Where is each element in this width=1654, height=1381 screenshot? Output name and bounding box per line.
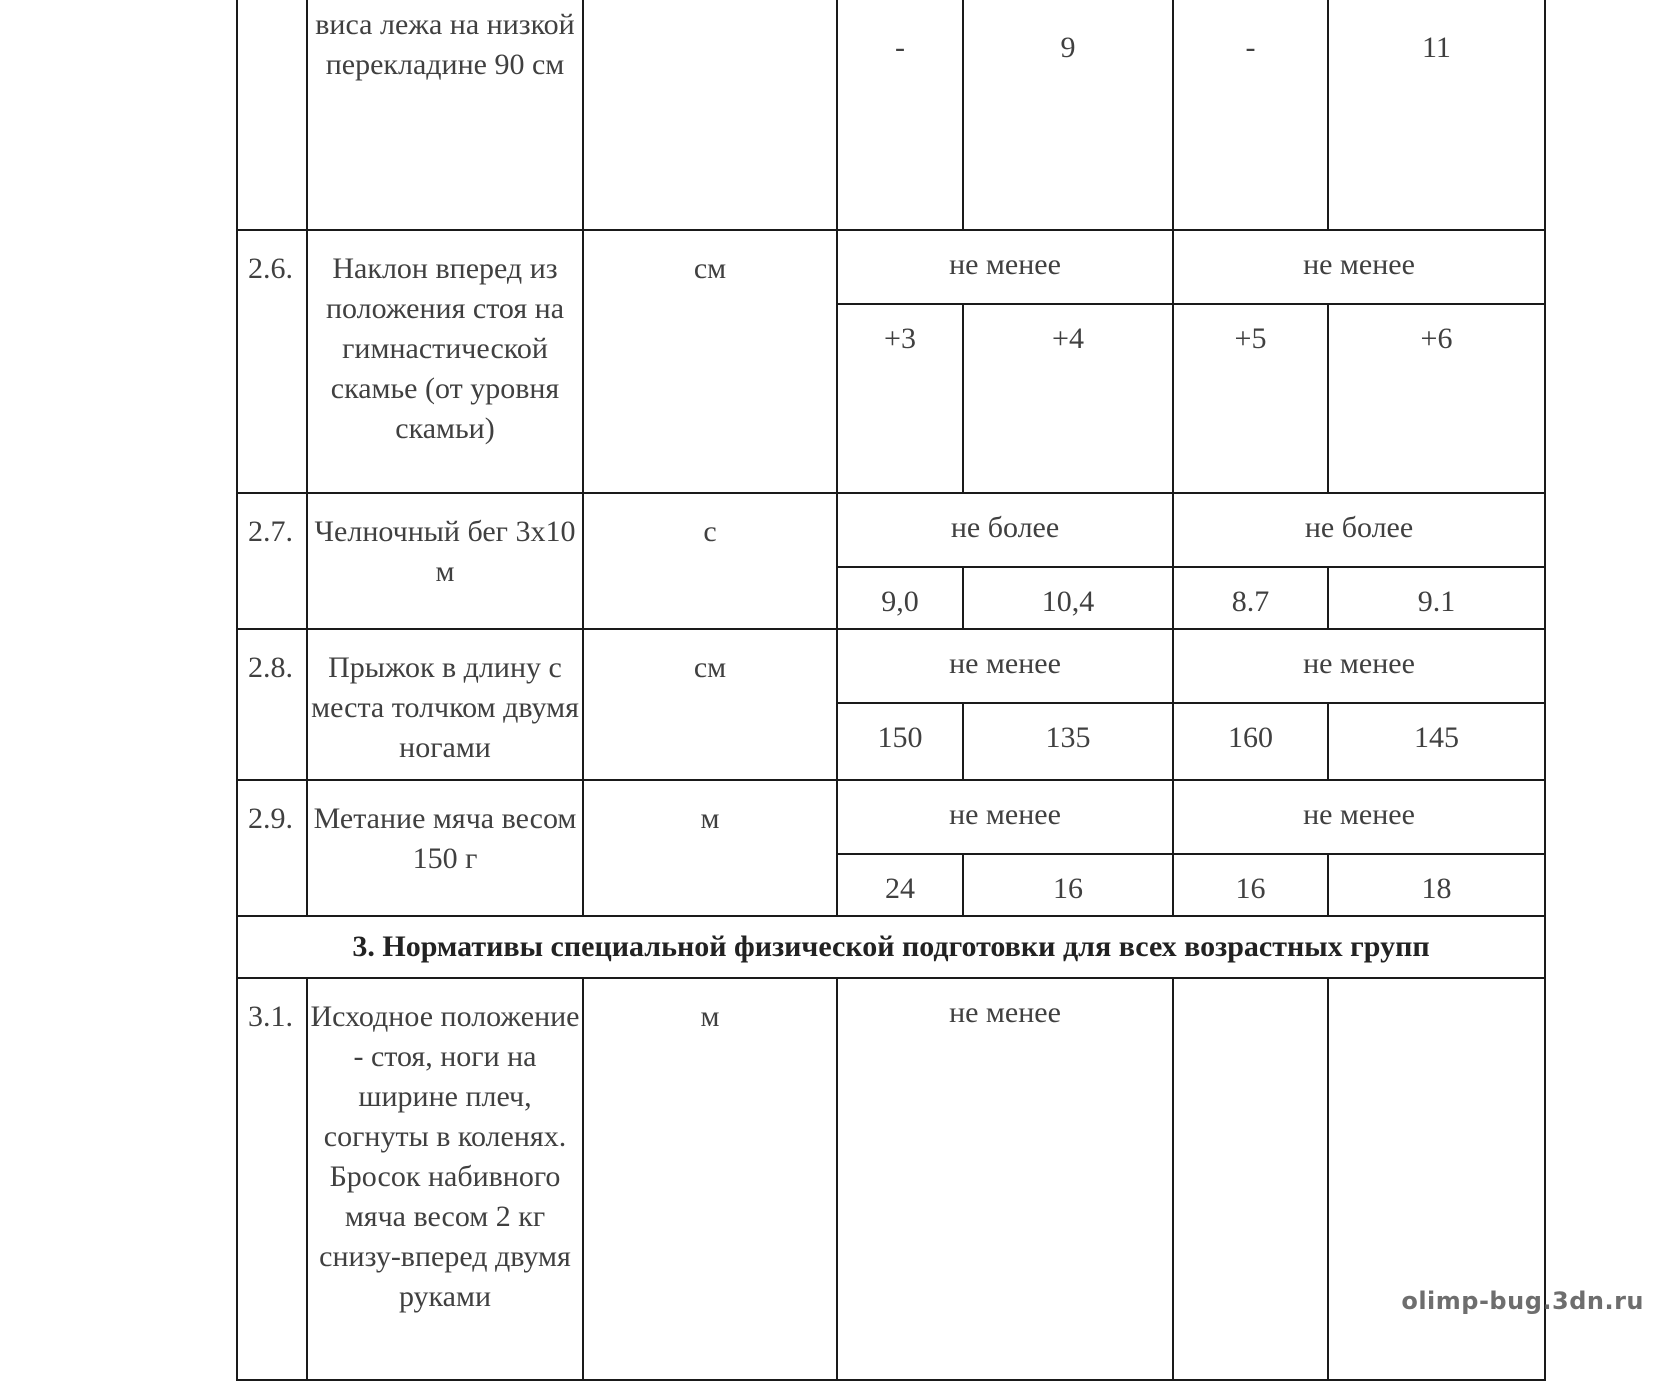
value-cell: 135 <box>963 703 1173 780</box>
row-number: 2.6. <box>237 230 307 493</box>
value-cell: 150 <box>837 703 963 780</box>
section-row <box>237 916 1545 978</box>
exercise-name: Исходное положение - стоя, ноги на ширине плеч, согнуты в коленях. Бросок набивного мяча весом 2 кг снизу-вперед двумя руками <box>307 978 583 1380</box>
row-number: 2.8. <box>237 629 307 780</box>
empty-cell <box>1328 978 1545 1380</box>
value-cell: 10,4 <box>963 567 1173 629</box>
unit-cell: см <box>583 629 837 780</box>
value-cell: 16 <box>1173 854 1328 916</box>
value-cell: 18 <box>1328 854 1545 916</box>
condition-cell: не менее <box>1173 780 1545 854</box>
value-cell: +5 <box>1173 304 1328 493</box>
condition-cell: не менее <box>837 978 1173 1380</box>
unit-cell: с <box>583 493 837 629</box>
table-row <box>237 978 1545 1380</box>
value-cell: 11 <box>1328 0 1545 230</box>
exercise-name: Челночный бег 3x10 м <box>307 493 583 629</box>
value-cell: 8.7 <box>1173 567 1328 629</box>
value-cell: 160 <box>1173 703 1328 780</box>
unit-cell: м <box>583 978 837 1380</box>
condition-cell: не менее <box>1173 629 1545 703</box>
condition-cell: не менее <box>1173 230 1545 304</box>
table-row <box>237 780 1545 854</box>
value-cell: +6 <box>1328 304 1545 493</box>
value-cell: +4 <box>963 304 1173 493</box>
value-cell: 24 <box>837 854 963 916</box>
table-row <box>237 0 1545 230</box>
condition-cell: не менее <box>837 629 1173 703</box>
value-cell: +3 <box>837 304 963 493</box>
value-cell: 16 <box>963 854 1173 916</box>
table-row <box>237 493 1545 567</box>
row-number <box>237 0 307 230</box>
site-watermark: olimp-bug.3dn.ru <box>1401 1287 1644 1315</box>
unit-cell <box>583 0 837 230</box>
exercise-name: Наклон вперед из положения стоя на гимнастической скамье (от уровня скамьи) <box>307 230 583 493</box>
table-row <box>237 629 1545 703</box>
value-cell: - <box>837 0 963 230</box>
empty-cell <box>1173 978 1328 1380</box>
value-cell: 9.1 <box>1328 567 1545 629</box>
exercise-name: Метание мяча весом 150 г <box>307 780 583 916</box>
condition-cell: не менее <box>837 230 1173 304</box>
row-number: 3.1. <box>237 978 307 1380</box>
condition-cell: не менее <box>837 780 1173 854</box>
condition-cell: не более <box>1173 493 1545 567</box>
norms-table <box>236 0 1546 1381</box>
unit-cell: м <box>583 780 837 916</box>
table-row <box>237 230 1545 304</box>
value-cell: 9,0 <box>837 567 963 629</box>
exercise-name: Прыжок в длину с места толчком двумя ногами <box>307 629 583 780</box>
row-number: 2.9. <box>237 780 307 916</box>
value-cell: 9 <box>963 0 1173 230</box>
section-title: 3. Нормативы специальной физической подготовки для всех возрастных групп <box>237 916 1545 978</box>
unit-cell: см <box>583 230 837 493</box>
exercise-name: виса лежа на низкой перекладине 90 см <box>307 0 583 230</box>
value-cell: - <box>1173 0 1328 230</box>
row-number: 2.7. <box>237 493 307 629</box>
condition-cell: не более <box>837 493 1173 567</box>
value-cell: 145 <box>1328 703 1545 780</box>
